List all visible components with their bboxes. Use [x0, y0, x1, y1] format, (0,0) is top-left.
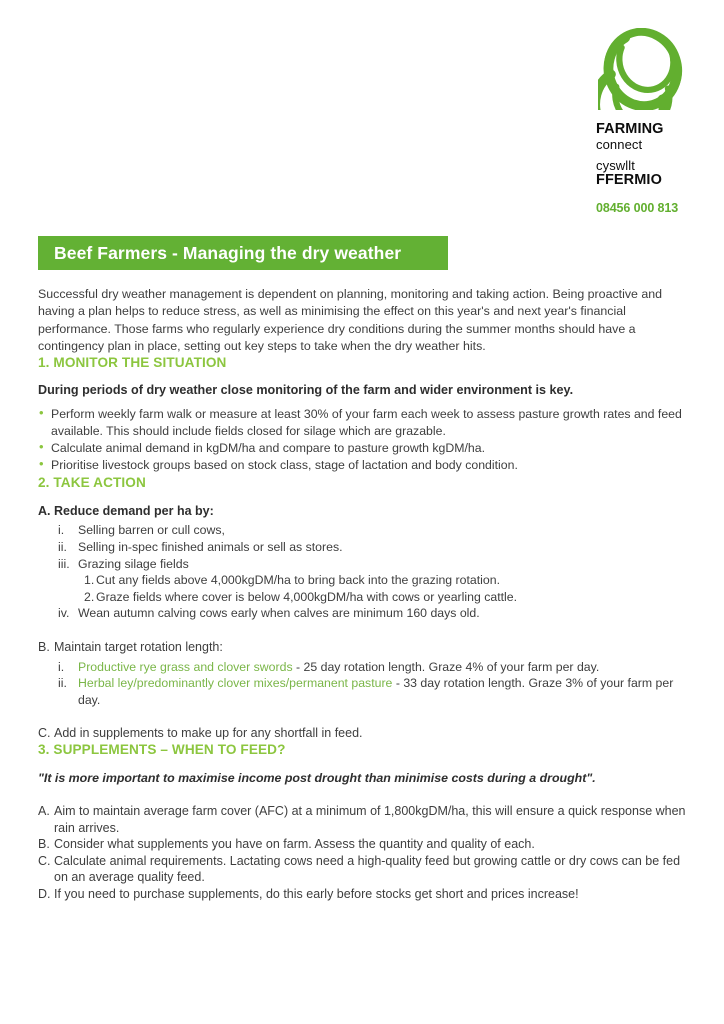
farming-connect-swirl-logo [598, 28, 688, 110]
item-text [78, 659, 688, 676]
item-marker: iii. [58, 556, 70, 571]
item-marker: i. [58, 523, 65, 538]
page-title: Beef Farmers - Managing the dry weather [54, 242, 402, 263]
intro-paragraph: Successful dry weather management is dependent on planning, monitoring and taking action. Being proactive and having a plan helps to reduce stress, as well as minimising the effect on this year's and next year's financial performance. Those farms who regularly experience dry conditions during the summer months should have a contingency plan in place, setting out key steps to take when the dry weather hits. [38, 287, 663, 353]
item-marker: 2. [84, 589, 95, 604]
list-item: • Prioritise livestock groups based on stock class, stage of lactation and body condition. [38, 457, 688, 473]
logo-line-connect: connect [596, 136, 643, 152]
item-marker: A. [38, 803, 50, 818]
logo-wordmark [596, 122, 692, 188]
brand-logo-block [596, 28, 692, 215]
section1-bullet-list [38, 406, 688, 474]
item-text: Consider what supplements you have on farm. Assess the quantity and quality of each. [54, 837, 535, 852]
section3-item-d [38, 886, 688, 903]
item-marker: B. [38, 639, 50, 654]
item-text: Cut any fields above 4,000kgDM/ha to bring back into the grazing rotation. [96, 573, 500, 588]
list-item [58, 522, 688, 539]
item-marker: A. [38, 503, 51, 518]
list-item [84, 572, 688, 589]
list-item [84, 589, 688, 606]
logo-line-ffermio: FFERMIO [596, 171, 662, 188]
document-body [38, 286, 688, 903]
contact-phone-number: 08456 000 813 [596, 201, 679, 216]
section-heading-supplements: 3. SUPPLEMENTS – WHEN TO FEED? [38, 741, 286, 757]
item-text: If you need to purchase supplements, do this early before stocks get short and prices increase! [54, 886, 579, 901]
list-item [58, 605, 688, 622]
item-marker: B. [38, 837, 50, 852]
item-text: Maintain target rotation length: [54, 639, 223, 654]
list-item: • Perform weekly farm walk or measure at least 30% of your farm each week to assess pasture growth rates and feed available. This should include fields closed for silage which are grazable. [38, 406, 688, 439]
item-text-rest: - 33 day rotation length. Graze 3% of your farm per day. [78, 676, 674, 707]
section2b-roman-list [38, 659, 688, 709]
section3-item-a [38, 803, 688, 836]
pull-quote: "It is more important to maximise income post drought than minimise costs during a drought". [38, 770, 596, 785]
section2-item-b [38, 639, 688, 656]
list-item: • Calculate animal demand in kgDM/ha and compare to pasture growth kgDM/ha. [38, 440, 688, 456]
section2a-roman-list [38, 522, 688, 622]
item-marker: ii. [58, 540, 67, 554]
item-text: Reduce demand per ha by: [54, 503, 214, 518]
logo-line-farming: FARMING [596, 121, 664, 137]
list-item [58, 659, 688, 676]
page-title-banner [38, 236, 448, 270]
item-marker: C. [38, 853, 51, 868]
section-heading-monitor: 1. MONITOR THE SITUATION [38, 355, 227, 371]
section2-item-c [38, 725, 688, 742]
item-text-rest: - 25 day rotation length. Graze 4% of your farm per day. [292, 659, 600, 674]
item-text: Aim to maintain average farm cover (AFC) at a minimum of 1,800kgDM/ha, this will ensure a quick response when rain arrives. [54, 803, 686, 835]
item-text: Calculate animal requirements. Lactating cows need a high-quality feed but growing cattle or dry cows can be fed on an average quality feed. [54, 853, 681, 885]
item-marker: 1. [84, 573, 95, 588]
section-heading-take-action: 2. TAKE ACTION [38, 474, 146, 490]
item-marker: ii. [58, 676, 67, 691]
item-marker: iv. [58, 606, 70, 621]
section1-lead-text: During periods of dry weather close monitoring of the farm and wider environment is key. [38, 383, 574, 398]
item-marker: i. [58, 659, 65, 674]
section2a-numeric-list [58, 572, 688, 605]
item-text: Wean autumn calving cows early when calves are minimum 160 days old. [78, 606, 480, 621]
item-text: Grazing silage fields [78, 556, 189, 571]
highlighted-term: Herbal ley/predominantly clover mixes/permanent pasture [78, 676, 393, 691]
item-text: Add in supplements to make up for any shortfall in feed. [54, 726, 363, 741]
nested-numeric-list-wrapper [58, 572, 688, 605]
item-text: Graze fields where cover is below 4,000kgDM/ha with cows or yearling cattle. [96, 589, 518, 604]
logo-line-cyswllt: cyswllt [596, 157, 635, 173]
section3-item-c [38, 853, 688, 886]
item-marker: C. [38, 726, 51, 741]
section2-item-a [38, 503, 688, 520]
item-text [78, 675, 688, 708]
list-item [58, 556, 688, 573]
item-marker: D. [38, 886, 51, 901]
highlighted-term: Productive rye grass and clover swords [78, 659, 293, 674]
list-item [58, 539, 688, 556]
section3-item-b [38, 836, 688, 853]
list-item [58, 675, 688, 708]
item-text: Selling in-spec finished animals or sell as stores. [78, 540, 343, 554]
item-text: Selling barren or cull cows, [78, 523, 225, 538]
